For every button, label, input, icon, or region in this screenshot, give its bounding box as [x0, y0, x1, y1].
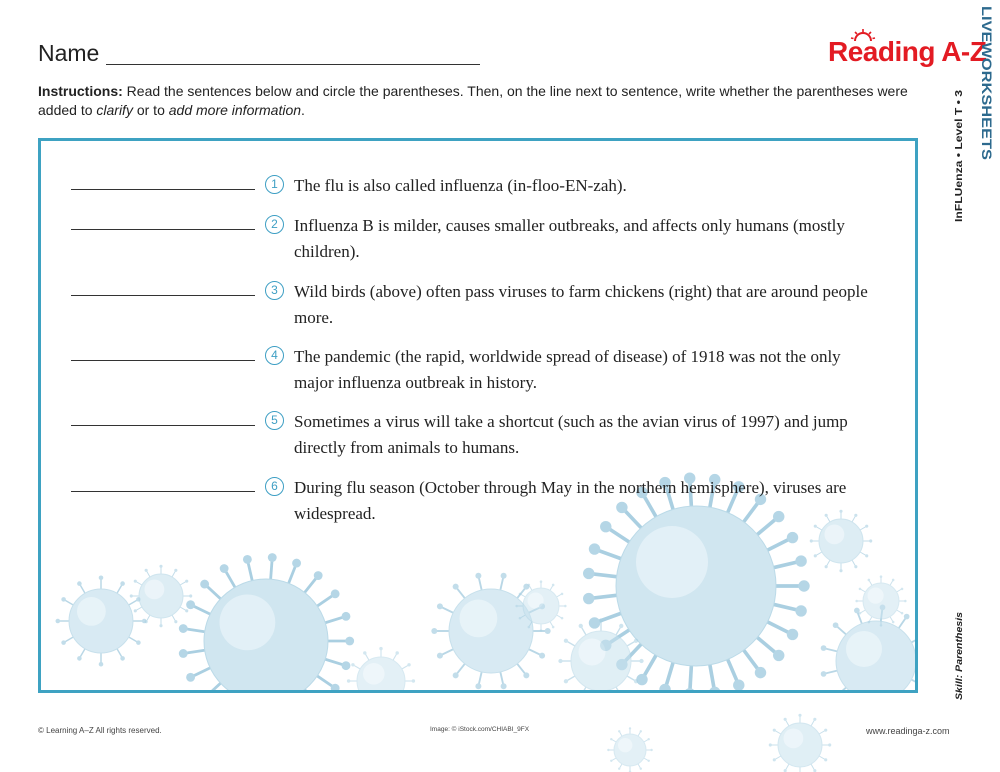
skill-label	[950, 606, 966, 706]
number-circle: 1	[265, 175, 284, 194]
image-credit: Image: © iStock.com/CHIABI_9FX	[430, 726, 530, 733]
virus-particle-icon	[607, 727, 653, 772]
answer-line[interactable]	[71, 425, 255, 426]
instructions-text-1: Read the sentences below and circle the parentheses. Then, on the line next to sentence, write whether the parentheses were added to	[38, 83, 908, 118]
website-link[interactable]: www.readinga-z.com	[866, 726, 950, 736]
instructions-italic-add-info: add more information	[168, 102, 302, 118]
virus-particle-icon	[130, 565, 193, 628]
logo-text: Reading A-Z	[828, 36, 987, 67]
number-circle: 2	[265, 215, 284, 234]
number-circle: 5	[265, 411, 284, 430]
reading-az-logo	[828, 30, 987, 72]
answer-line[interactable]	[71, 229, 255, 230]
worksheet-panel	[38, 138, 918, 693]
level-label	[950, 86, 966, 226]
instructions-italic-clarify: clarify	[96, 102, 133, 118]
answer-line[interactable]	[71, 491, 255, 492]
sentence-text[interactable]: The pandemic (the rapid, worldwide spread of disease) of 1918 was not the only major influenza outbreak in history.	[294, 347, 841, 392]
skill-text: Skill: Parenthesis	[954, 620, 965, 700]
liveworksheets-brand	[974, 4, 996, 164]
virus-particle-icon	[56, 576, 147, 667]
virus-particle-icon	[855, 575, 906, 626]
number-circle: 4	[265, 346, 284, 365]
answer-line[interactable]	[71, 360, 255, 361]
name-label: Name	[38, 40, 100, 66]
name-row	[38, 40, 488, 70]
instructions-text-2: or to	[136, 102, 165, 118]
copyright-text: © Learning A–Z All rights reserved.	[38, 726, 162, 735]
instructions	[38, 82, 918, 120]
number-circle: 6	[265, 477, 284, 496]
virus-particle-icon	[347, 647, 415, 693]
virus-particle-icon	[179, 553, 354, 693]
answer-line[interactable]	[71, 295, 255, 296]
name-input-line[interactable]	[106, 64, 480, 65]
sentence-text[interactable]: The flu is also called influenza (in-floo-EN-zah).	[294, 176, 627, 195]
instructions-text-3: .	[301, 102, 305, 118]
instructions-lead: Instructions:	[38, 83, 123, 99]
sentence-text[interactable]: During flu season (October through May in the northern hemisphere), viruses are widespread.	[294, 478, 847, 523]
brand-text: LIVEWORKSHEETS	[979, 6, 995, 138]
sentence-text[interactable]: Wild birds (above) often pass viruses to farm chickens (right) that are around people more.	[294, 282, 868, 327]
sentence-text[interactable]: Influenza B is milder, causes smaller outbreaks, and affects only humans (mostly children).	[294, 216, 845, 261]
level-text: InFLUenza • Level T • 3	[953, 107, 965, 222]
number-circle: 3	[265, 281, 284, 300]
sentence-text[interactable]: Sometimes a virus will take a shortcut (such as the avian virus of 1997) and jump directly from animals to humans.	[294, 412, 848, 457]
footer-virus-image	[590, 700, 850, 772]
answer-line[interactable]	[71, 189, 255, 190]
virus-particle-icon	[769, 714, 832, 772]
virus-particle-icon	[821, 605, 918, 693]
